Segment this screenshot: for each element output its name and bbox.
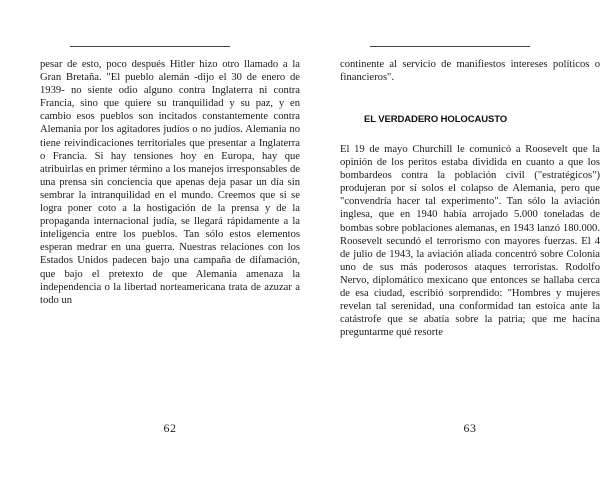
left-page bbox=[40, 0, 300, 485]
continuation-paragraph: continente al servicio de manifiestos intereses políticos o financieros". bbox=[340, 59, 600, 84]
left-body-text bbox=[40, 58, 300, 307]
header-rule bbox=[70, 46, 230, 47]
page-number-right: 63 bbox=[463, 421, 477, 435]
header-rule bbox=[370, 46, 530, 47]
left-paragraph: pesar de esto, poco después Hitler hizo otro llamado a la Gran Bretaña. "El pueblo alemán -dijo el 30 de enero de 1939- no siente odio alguno contra Inglaterra ni contra Francia, sino que quiere su tranquilidad y su paz, y en cambio esos pueblos son incitados constantemente contra Alemania por los agitadores judíos o no judíos. Alemania no tiene reivindicaciones territoriales que presentar a Inglaterra o Francia. Si hay tensiones hoy en Europa, hay que atribuirlas en primer término a los manejos irresponsables de una prensa sin conciencia que apenas deja pasar un día sin sembrar la intranquilidad en el mundo. Creemos que si se logra poner coto a la hostigación de la prensa y de la propaganda internacional judía, se llegará rápidamente a la inteligencia entre los pueblos. Tan sólo estos elementos esperan medrar en una guerra. Nuestras relaciones con los Estados Unidos padecen bajo una campaña de difamación, que bajo el pretexto de que Alemania amenaza la independencia o la libertad norteamericana trata de azuzar a todo un bbox=[40, 59, 300, 306]
section-heading: EL VERDADERO HOLOCAUSTO bbox=[364, 114, 508, 125]
page-number-left: 62 bbox=[163, 421, 177, 435]
right-body-text bbox=[340, 143, 600, 339]
right-continuation-text bbox=[340, 58, 600, 84]
right-paragraph: El 19 de mayo Churchill le comunicó a Roosevelt que la opinión de los peritos estaba dividida en cuanto a que los bombardeos contra la población civil ("estratégicos") produjeran por sí solos el colapso de Alemania, pero que "convendría hacer tal experimento". Tan sólo la aviación inglesa, que en 1940 había arrojado 5.000 toneladas de bombas sobre poblaciones alemanas, en 1943 lanzó 180.000. Roosevelt secundó el terrorismo con mayores fuerzas. El 4 de julio de 1943, la aviación aliada concentró sobre Colonia uno de sus más poderosos ataques terroristas. Rodolfo Nervo, diplomático mexicano que entonces se hallaba cerca de esa ciudad, escribió sorprendido: "Hombres y mujeres revelan tal serenidad, una conformidad tan estoica ante la catástrofe que se abatía sobre la patria; que me hacína preguntarme qué resorte bbox=[340, 144, 600, 339]
right-page bbox=[340, 0, 600, 485]
